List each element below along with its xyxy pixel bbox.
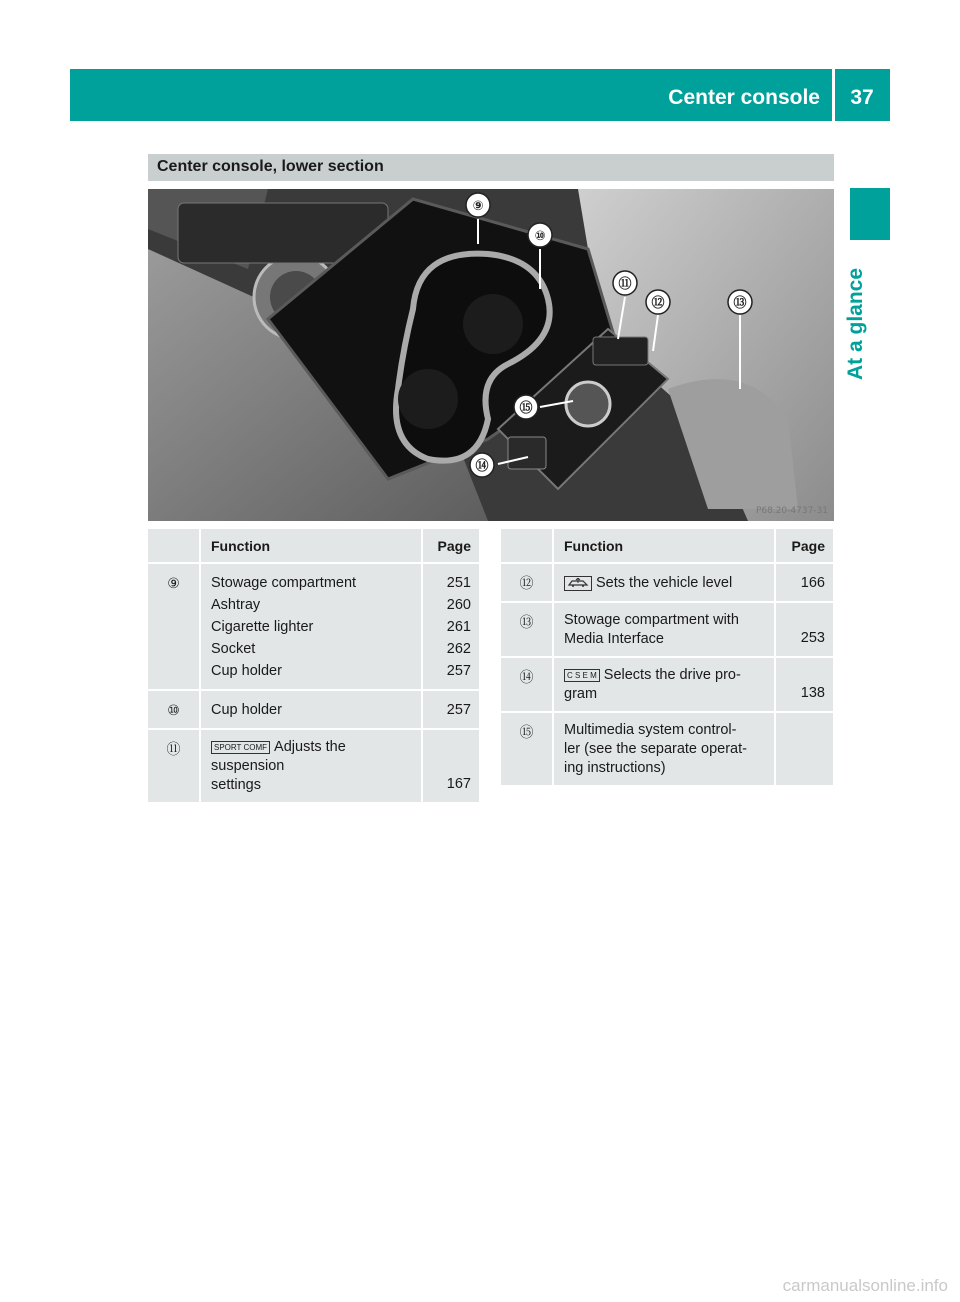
function-text: Sets the vehicle level <box>596 575 733 591</box>
col-header-page: Page <box>775 529 833 563</box>
page-ref: 262 <box>446 641 471 657</box>
page-ref: 257 <box>446 663 471 679</box>
col-header-function: Function <box>200 529 422 563</box>
page-ref: 166 <box>800 575 825 591</box>
image-code: P68.20-4737-31 <box>755 506 828 516</box>
col-header-num <box>148 529 200 563</box>
function-text: Ashtray <box>211 597 261 613</box>
header-title: Center console <box>668 86 820 109</box>
function-text: ing instructions) <box>564 760 666 776</box>
callout-9 <box>466 193 490 217</box>
svg-text:⑮: ⑮ <box>519 401 533 416</box>
function-text: Selects the drive pro- <box>603 667 741 683</box>
section-title: Center console, lower section <box>148 154 834 181</box>
car-level-icon <box>564 576 592 591</box>
function-table-right <box>501 529 833 787</box>
svg-text:⑫: ⑫ <box>651 296 665 311</box>
function-text: Media Interface <box>564 631 664 647</box>
svg-text:⑪: ⑪ <box>618 277 632 292</box>
watermark: carmanualsonline.info <box>782 1276 948 1295</box>
function-text: gram <box>564 686 598 702</box>
col-header-page: Page <box>422 529 479 563</box>
table-row <box>501 602 833 657</box>
callout-14 <box>470 453 494 477</box>
svg-text:⑬: ⑬ <box>733 296 747 311</box>
col-header-function: Function <box>553 529 775 563</box>
sport-comfort-switch-icon: SPORT COMF <box>211 741 270 754</box>
function-text: Stowage compartment <box>211 575 357 591</box>
page-ref: 138 <box>800 685 825 701</box>
center-console-photo <box>148 189 834 521</box>
callout-number: ⑬ <box>519 614 534 630</box>
page-ref: 260 <box>446 597 471 613</box>
callout-number: ⑨ <box>167 575 180 591</box>
callout-number: ⑮ <box>519 724 534 740</box>
page-number: 37 <box>850 86 874 109</box>
svg-text:⑩: ⑩ <box>534 229 546 244</box>
callout-15 <box>514 395 538 419</box>
function-text: Cup holder <box>211 702 282 718</box>
function-text: ler (see the separate operat- <box>564 741 747 757</box>
callout-number: ⑫ <box>519 575 534 591</box>
page-ref: 261 <box>446 619 471 635</box>
function-text: Stowage compartment with <box>564 612 739 628</box>
page-ref: 257 <box>446 702 471 718</box>
table-row <box>501 563 833 602</box>
callout-number: ⑪ <box>166 741 181 757</box>
drive-program-icon: C S E M <box>564 669 600 682</box>
page-ref: 167 <box>446 776 471 792</box>
function-text: Adjusts the suspension <box>211 739 346 774</box>
side-tab-marker <box>850 188 890 240</box>
col-header-num <box>501 529 553 563</box>
page-ref <box>776 756 825 778</box>
page-ref: 251 <box>446 575 471 591</box>
callout-number: ⑩ <box>167 702 180 718</box>
callout-13 <box>728 290 752 314</box>
callout-10 <box>528 223 552 247</box>
svg-text:⑨: ⑨ <box>472 199 484 214</box>
function-table-left <box>148 529 479 804</box>
function-text: Multimedia system control- <box>564 722 737 738</box>
function-text: settings <box>211 777 261 793</box>
function-text: Cigarette lighter <box>211 619 314 635</box>
table-row <box>148 690 479 729</box>
table-row <box>501 712 833 786</box>
table-row <box>501 657 833 712</box>
callout-12 <box>646 290 670 314</box>
function-text: Socket <box>211 641 256 657</box>
header-divider <box>832 69 835 121</box>
callout-number: ⑭ <box>519 669 534 685</box>
callout-11 <box>613 271 637 295</box>
table-row <box>148 729 479 803</box>
page-ref: 253 <box>800 630 825 646</box>
table-row <box>148 563 479 690</box>
side-tab-label: At a glance <box>844 267 867 381</box>
svg-text:⑭: ⑭ <box>475 459 489 474</box>
function-text: Cup holder <box>211 663 282 679</box>
